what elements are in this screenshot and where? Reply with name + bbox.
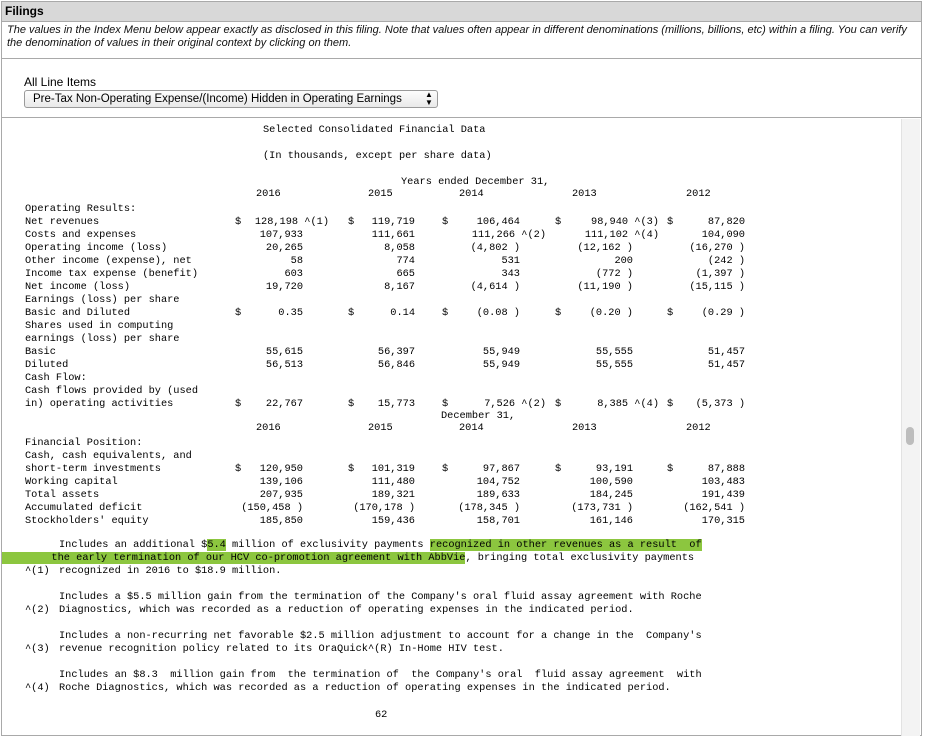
divider bbox=[2, 117, 921, 118]
position-row-value: 185,850 bbox=[259, 515, 303, 527]
results-row-currency: $ bbox=[442, 216, 449, 228]
year-header-2012: 2012 bbox=[686, 422, 711, 434]
footnote-4-line-1: Includes an $8.3 million gain from the termination of the Company's oral fluid assay agreement with bbox=[59, 669, 702, 681]
results-row-value: (15,115 ) bbox=[689, 281, 745, 293]
results-row-value: 111,661 bbox=[371, 229, 415, 241]
footnote-1-line-3: recognized in 2016 to $18.9 million. bbox=[59, 565, 282, 577]
results-row-currency: $ bbox=[348, 398, 355, 410]
line-items-selected-value: Pre-Tax Non-Operating Expense/(Income) Hidden in Operating Earnings bbox=[33, 93, 402, 105]
results-row-label: earnings (loss) per share bbox=[25, 333, 180, 345]
position-row-value: 189,633 bbox=[476, 489, 520, 501]
results-row-value: 55,615 bbox=[265, 346, 303, 358]
filing-document-viewer[interactable] bbox=[2, 119, 900, 736]
results-row-value: 200 bbox=[614, 255, 633, 267]
position-row-value: 191,439 bbox=[701, 489, 745, 501]
results-row-value: 0.35 bbox=[278, 307, 303, 319]
position-row-label: Cash, cash equivalents, and bbox=[25, 450, 192, 462]
position-row-value: 97,867 bbox=[482, 463, 520, 475]
results-row-value: 665 bbox=[396, 268, 415, 280]
divider bbox=[2, 58, 921, 59]
results-row-currency: $ bbox=[235, 398, 242, 410]
position-row-value: 103,483 bbox=[701, 476, 745, 488]
results-row-value: 0.14 bbox=[390, 307, 415, 319]
results-row-label: Operating income (loss) bbox=[25, 242, 168, 254]
results-row-label: Operating Results: bbox=[25, 203, 137, 215]
filings-panel bbox=[1, 1, 922, 736]
results-row-value: 56,397 bbox=[377, 346, 415, 358]
results-row-value: (0.20 ) bbox=[589, 307, 633, 319]
year-header-2015: 2015 bbox=[368, 422, 393, 434]
position-row-value: 170,315 bbox=[701, 515, 745, 527]
footnote-3-line-2: revenue recognition policy related to its OraQuick^(R) In-Home HIV test. bbox=[59, 643, 504, 655]
results-row-value: 15,773 bbox=[377, 398, 415, 410]
results-row-currency: $ bbox=[235, 307, 242, 319]
results-row-label: Earnings (loss) per share bbox=[25, 294, 180, 306]
footnote-2-line-2: Diagnostics, which was recorded as a reduction of operating expenses in the indicated period. bbox=[59, 604, 634, 616]
results-row-value: 98,940 ^(3) bbox=[591, 216, 659, 228]
results-row-value: (11,190 ) bbox=[577, 281, 633, 293]
highlight-text-link[interactable]: recognized in other revenues as a result of bbox=[429, 539, 702, 551]
year-header-2013: 2013 bbox=[572, 188, 597, 200]
results-row-value: 119,719 bbox=[371, 216, 415, 228]
results-row-value: (1,397 ) bbox=[695, 268, 745, 280]
results-row-value: 8,058 bbox=[384, 242, 415, 254]
results-row-label: Basic and Diluted bbox=[25, 307, 131, 319]
position-row-value: (178,345 ) bbox=[458, 502, 520, 514]
results-row-value: 603 bbox=[284, 268, 303, 280]
year-header-2014: 2014 bbox=[459, 188, 484, 200]
position-row-value: 111,480 bbox=[371, 476, 415, 488]
position-row-value: (162,541 ) bbox=[683, 502, 745, 514]
results-row-value: (12,162 ) bbox=[577, 242, 633, 254]
results-row-value: 56,846 bbox=[377, 359, 415, 371]
results-row-value: (5,373 ) bbox=[695, 398, 745, 410]
results-row-currency: $ bbox=[442, 398, 449, 410]
year-header-2014: 2014 bbox=[459, 422, 484, 434]
results-row-value: 55,555 bbox=[595, 359, 633, 371]
footnote-marker: ^(1) bbox=[25, 565, 50, 577]
results-row-currency: $ bbox=[348, 307, 355, 319]
footnote-3-line-1: Includes a non-recurring net favorable $2.5 million adjustment to account for a change in the Company's bbox=[59, 630, 702, 642]
results-row-value: 55,555 bbox=[595, 346, 633, 358]
page-number: 62 bbox=[375, 709, 388, 721]
results-row-value: (4,614 ) bbox=[470, 281, 520, 293]
position-row-currency: $ bbox=[348, 463, 355, 475]
position-row-value: 159,436 bbox=[371, 515, 415, 527]
results-row-label: in) operating activities bbox=[25, 398, 174, 410]
position-row-value: 93,191 bbox=[595, 463, 633, 475]
results-row-currency: $ bbox=[667, 307, 674, 319]
results-row-value: 55,949 bbox=[482, 359, 520, 371]
position-row-value: 120,950 bbox=[259, 463, 303, 475]
year-header-2012: 2012 bbox=[686, 188, 711, 200]
results-row-currency: $ bbox=[442, 307, 449, 319]
footnote-4-line-2: Roche Diagnostics, which was recorded as a reduction of operating expenses in the indicated period. bbox=[59, 682, 671, 694]
denomination-note: The values in the Index Menu below appear exactly as disclosed in this filing. Note that values often appear in different denominations (millions, billions, etc) within a filing. You can verify the denomination of values in their original context by clicking on them. bbox=[7, 24, 907, 49]
results-row-value: (0.08 ) bbox=[476, 307, 520, 319]
year-header-2013: 2013 bbox=[572, 422, 597, 434]
results-row-label: Basic bbox=[25, 346, 56, 358]
results-row-label: Net income (loss) bbox=[25, 281, 131, 293]
year-header-2016: 2016 bbox=[256, 188, 281, 200]
position-row-label: Working capital bbox=[25, 476, 118, 488]
results-row-value: 19,720 bbox=[265, 281, 303, 293]
results-row-value: 87,820 bbox=[707, 216, 745, 228]
table-subheading: (In thousands, except per share data) bbox=[263, 150, 492, 162]
results-row-value: 56,513 bbox=[265, 359, 303, 371]
years-header: Years ended December 31, bbox=[401, 176, 550, 188]
results-row-value: 774 bbox=[396, 255, 415, 267]
results-row-value: 58 bbox=[290, 255, 303, 267]
results-row-value: 8,385 ^(4) bbox=[597, 398, 659, 410]
footnote-1-line-1: Includes an additional $5.4 million of exclusivity payments recognized in other revenues as a result of bbox=[59, 539, 702, 551]
position-row-label: short-term investments bbox=[25, 463, 161, 475]
results-row-label: Net revenues bbox=[25, 216, 100, 228]
results-row-value: 22,767 bbox=[265, 398, 303, 410]
results-row-label: Shares used in computing bbox=[25, 320, 174, 332]
position-row-currency: $ bbox=[555, 463, 562, 475]
footnote-marker: ^(4) bbox=[25, 682, 50, 694]
highlight-text-link[interactable]: the early termination of our HCV co-promotion agreement with AbbVie bbox=[2, 552, 466, 564]
position-row-value: 87,888 bbox=[707, 463, 745, 475]
results-row-label: Income tax expense (benefit) bbox=[25, 268, 199, 280]
position-row-value: 101,319 bbox=[371, 463, 415, 475]
results-row-value: 128,198 ^(1) bbox=[254, 216, 329, 228]
position-row-value: 100,590 bbox=[589, 476, 633, 488]
results-row-value: 51,457 bbox=[707, 359, 745, 371]
position-row-value: 189,321 bbox=[371, 489, 415, 501]
results-row-value: 55,949 bbox=[482, 346, 520, 358]
position-row-value: 184,245 bbox=[589, 489, 633, 501]
results-row-value: (242 ) bbox=[707, 255, 745, 267]
results-row-value: 111,102 ^(4) bbox=[584, 229, 659, 241]
year-header-2016: 2016 bbox=[256, 422, 281, 434]
results-row-currency: $ bbox=[667, 216, 674, 228]
results-row-currency: $ bbox=[235, 216, 242, 228]
position-row-value: (150,458 ) bbox=[241, 502, 303, 514]
scrollbar-thumb[interactable] bbox=[906, 427, 914, 445]
title-bar bbox=[2, 2, 921, 22]
position-row-label: Financial Position: bbox=[25, 437, 143, 449]
results-row-currency: $ bbox=[555, 398, 562, 410]
vertical-scrollbar[interactable] bbox=[901, 119, 920, 736]
results-row-value: 51,457 bbox=[707, 346, 745, 358]
position-row-value: 104,752 bbox=[476, 476, 520, 488]
results-row-value: 104,090 bbox=[701, 229, 745, 241]
select-updown-icon: ▲ ▼ bbox=[425, 90, 433, 107]
highlight-value-link[interactable]: 5.4 bbox=[207, 539, 226, 551]
results-row-currency: $ bbox=[555, 216, 562, 228]
position-row-value: (173,731 ) bbox=[571, 502, 633, 514]
results-row-value: (772 ) bbox=[595, 268, 633, 280]
line-items-label: All Line Items bbox=[24, 75, 97, 89]
position-row-label: Total assets bbox=[25, 489, 100, 501]
results-row-value: (16,270 ) bbox=[689, 242, 745, 254]
position-row-value: 207,935 bbox=[259, 489, 303, 501]
results-row-label: Cash Flow: bbox=[25, 372, 87, 384]
results-row-value: (4,802 ) bbox=[470, 242, 520, 254]
footnote-1-line-2: the early termination of our HCV co-promotion agreement with AbbVie, bringing total exclusivity payments bbox=[2, 552, 695, 564]
results-row-label: Cash flows provided by (used bbox=[25, 385, 199, 397]
position-row-value: 161,146 bbox=[589, 515, 633, 527]
results-row-currency: $ bbox=[555, 307, 562, 319]
results-row-label: Diluted bbox=[25, 359, 69, 371]
december-header: December 31, bbox=[441, 410, 516, 422]
position-row-value: (170,178 ) bbox=[353, 502, 415, 514]
footnote-2-line-1: Includes a $5.5 million gain from the termination of the Company's oral fluid assay agreement with Roche bbox=[59, 591, 702, 603]
results-row-value: 106,464 bbox=[476, 216, 520, 228]
position-row-currency: $ bbox=[235, 463, 242, 475]
position-row-value: 139,106 bbox=[259, 476, 303, 488]
results-row-value: (0.29 ) bbox=[701, 307, 745, 319]
results-row-label: Other income (expense), net bbox=[25, 255, 192, 267]
panel-title: Filings bbox=[5, 4, 44, 18]
results-row-value: 111,266 ^(2) bbox=[471, 229, 546, 241]
results-row-currency: $ bbox=[667, 398, 674, 410]
results-row-value: 20,265 bbox=[265, 242, 303, 254]
footnote-marker: ^(2) bbox=[25, 604, 50, 616]
position-row-label: Accumulated deficit bbox=[25, 502, 143, 514]
position-row-label: Stockholders' equity bbox=[25, 515, 149, 527]
position-row-currency: $ bbox=[442, 463, 449, 475]
year-header-2015: 2015 bbox=[368, 188, 393, 200]
results-row-value: 343 bbox=[501, 268, 520, 280]
results-row-value: 107,933 bbox=[259, 229, 303, 241]
results-row-currency: $ bbox=[348, 216, 355, 228]
position-row-value: 158,701 bbox=[476, 515, 520, 527]
line-items-select[interactable] bbox=[24, 90, 438, 108]
results-row-label: Costs and expenses bbox=[25, 229, 137, 241]
table-heading: Selected Consolidated Financial Data bbox=[263, 124, 486, 136]
results-row-value: 7,526 ^(2) bbox=[484, 398, 546, 410]
results-row-value: 8,167 bbox=[384, 281, 415, 293]
footnote-marker: ^(3) bbox=[25, 643, 50, 655]
results-row-value: 531 bbox=[501, 255, 520, 267]
position-row-currency: $ bbox=[667, 463, 674, 475]
